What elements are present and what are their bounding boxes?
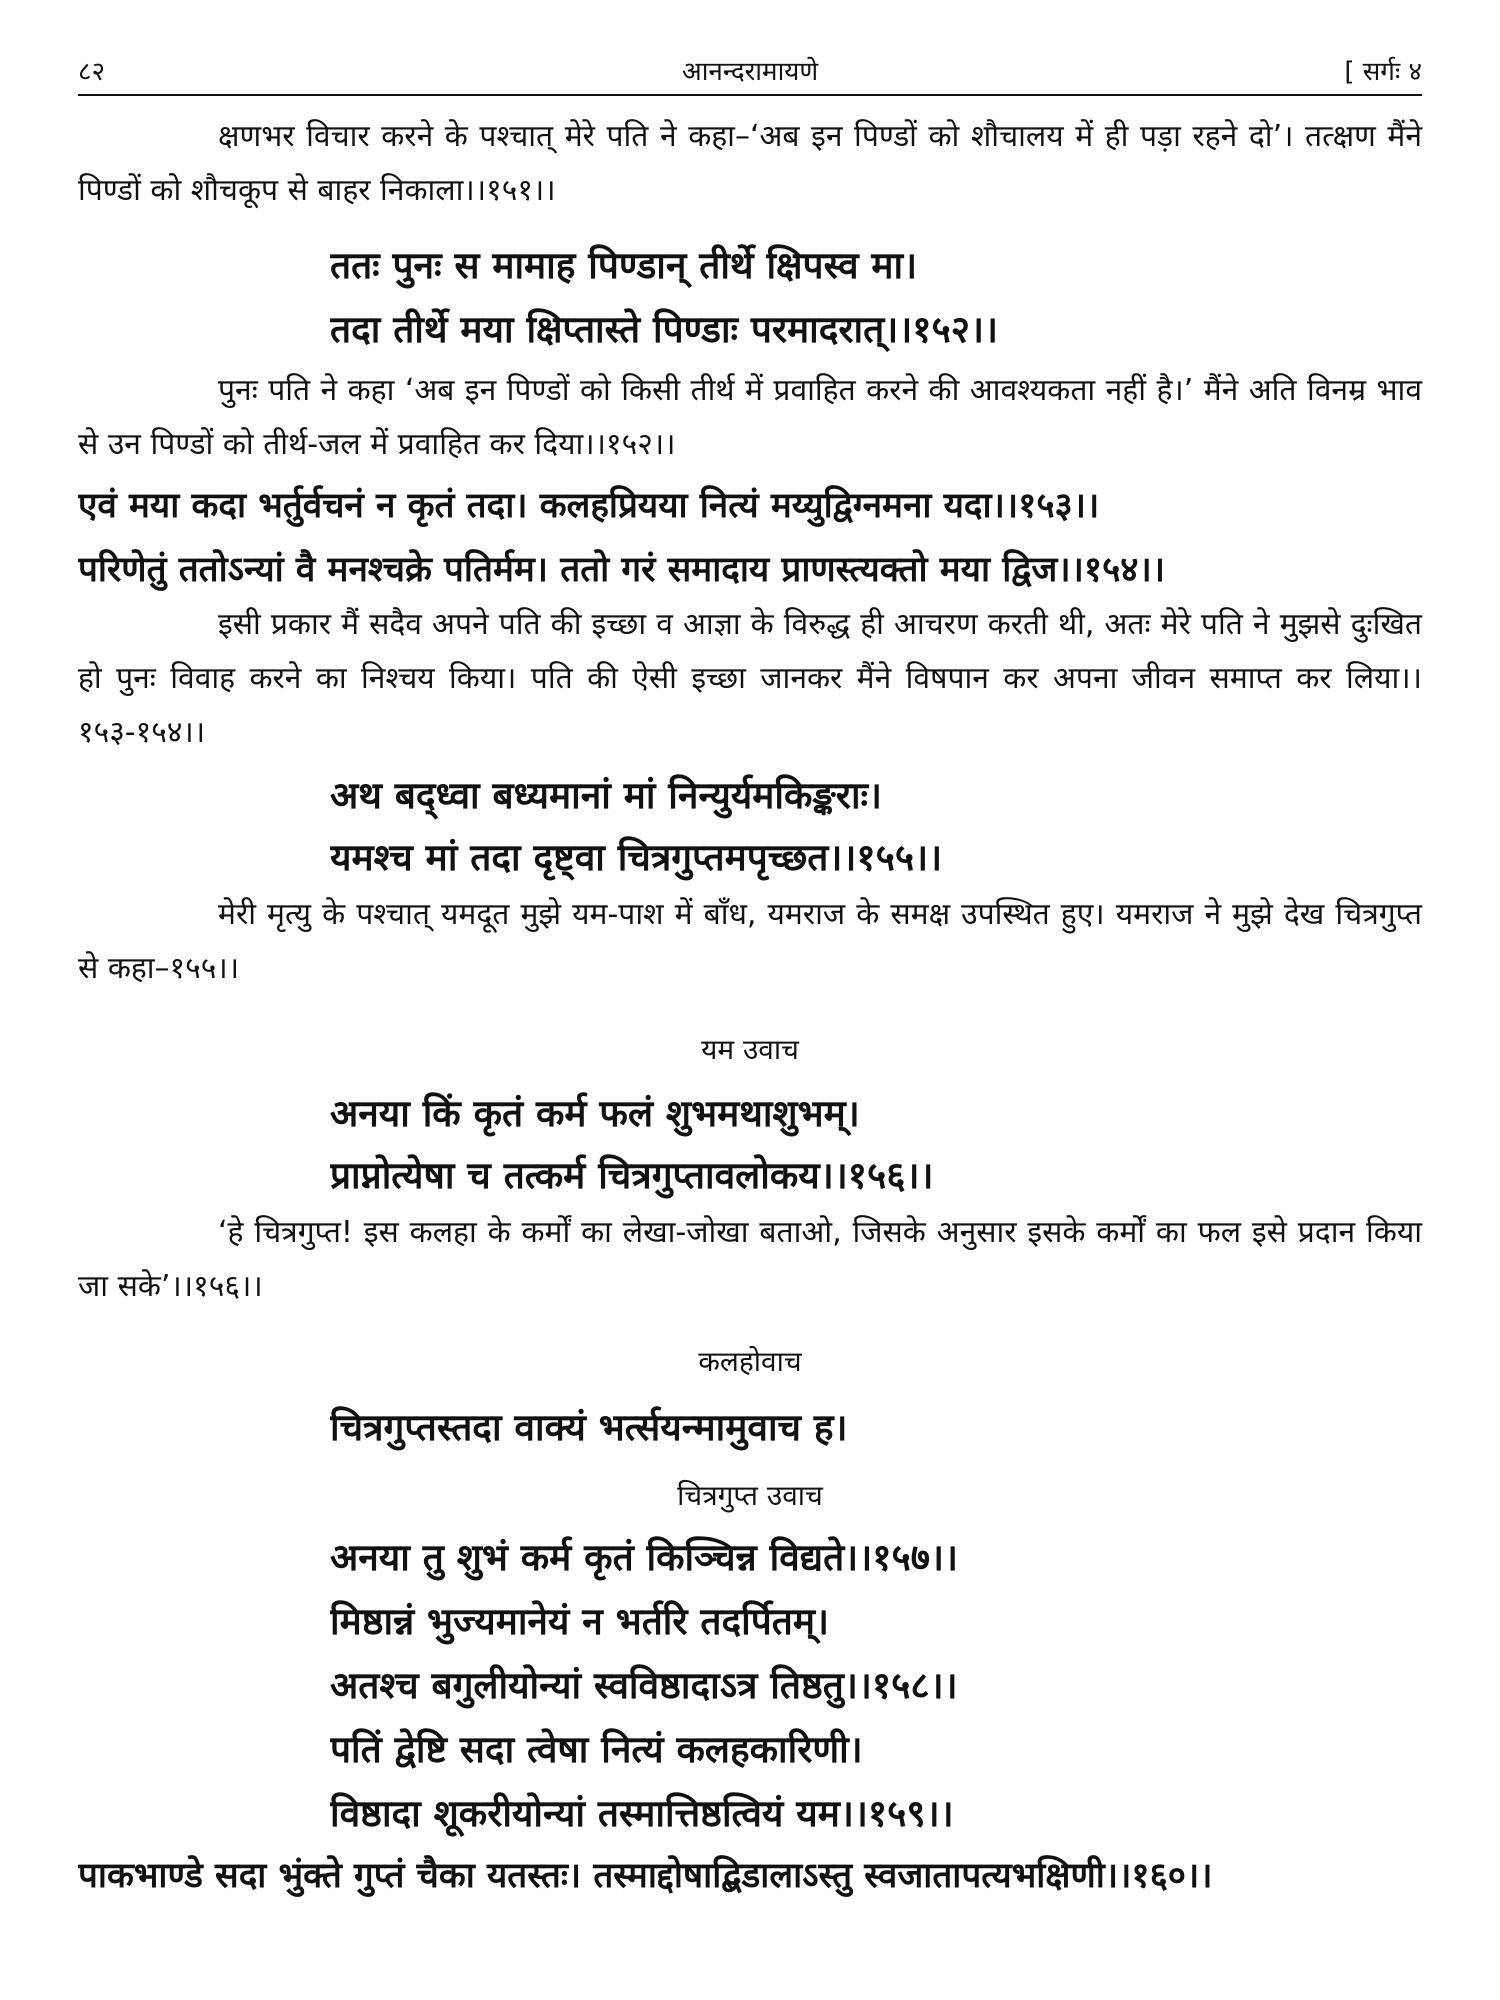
- verse-157a: चित्रगुप्तस्तदा वाक्यं भर्त्सयन्मामुवाच ह।: [330, 1406, 848, 1449]
- speaker-chitragupta: चित्रगुप्त उवाच: [677, 1479, 823, 1512]
- section-label: [ सर्गः ४: [1344, 57, 1422, 87]
- verse-156a: अनया किं कृतं कर्म फलं शुभमथाशुभम्।: [330, 1092, 860, 1135]
- translation-155: मेरी मृत्यु के पश्चात् यमदूत मुझे यम-पाश में बाँध, यमराज के समक्ष उपस्थित हुए। यमराज ने मुझे देख चित्रगुप्त से कहा–१५५।।: [78, 897, 1422, 986]
- verse-158a: मिष्ठान्नं भुज्यमानेयं न भर्तरि तदर्पितम्।: [330, 1600, 829, 1643]
- translation-153-154: इसी प्रकार मैं सदैव अपने पति की इच्छा व आज्ञा के विरुद्ध ही आचरण करती थी, अतः मेरे पति ने मुझसे दुःखित हो पुनः विवाह करने का निश्चय किया। पति की ऐसी इच्छा जानकर मैंने विषपान कर अपना जीवन समाप्त कर लिया।।१५३-१५४।।: [78, 607, 1422, 750]
- verse-159a: पतिं द्वेष्टि सदा त्वेषा नित्यं कलहकारिणी।: [330, 1728, 863, 1771]
- verse-156b: प्राप्नोत्येषा च तत्कर्म चित्रगुप्तावलोकय।।१५६।।: [330, 1154, 934, 1197]
- verse-158b: अतश्च बगुलीयोन्यां स्वविष्ठादाऽत्र तिष्ठतु।।१५८।।: [330, 1664, 958, 1707]
- verse-155a: अथ बद्ध्वा बध्यमानां मां निन्युर्यमकिङ्कराः।: [330, 774, 883, 817]
- verse-152b: तदा तीर्थे मया क्षिप्तास्ते पिण्डाः परमादरात्।।१५२।।: [330, 308, 999, 351]
- verse-159b: विष्ठादा शूकरीयोन्यां तस्मात्तिष्ठत्वियं यम।।१५९।।: [330, 1792, 954, 1835]
- translation-152: पुनः पति ने कहा ‘अब इन पिण्डों को किसी तीर्थ में प्रवाहित करने की आवश्यकता नहीं है।’ मैंने अति विनम्र भाव से उन पिण्डों को तीर्थ-जल में प्रवाहित कर दिया।।१५२।।: [78, 373, 1422, 462]
- verse-155b: यमश्च मां तदा दृष्ट्वा चित्रगुप्तमपृच्छत।।१५५।।: [330, 836, 943, 879]
- book-title: आनन्दरामायणे: [681, 57, 819, 87]
- header-rule: [78, 94, 1422, 96]
- verse-160: पाकभाण्डे सदा भुंक्ते गुप्तं चैका यतस्तः। तस्माद्दोषाद्बिडालाऽस्तु स्वजातापत्यभक्षिणी।।१६०।।: [78, 1856, 1213, 1896]
- verse-154: परिणेतुं ततोऽन्यां वै मनश्चक्रे पतिर्मम। ततो गरं समादाय प्राणस्त्यक्तो मया द्विज।।१५४।।: [78, 550, 1166, 590]
- page-number: ८२: [78, 57, 106, 87]
- running-header: [78, 52, 1422, 100]
- speaker-yama: यम उवाच: [701, 1033, 799, 1066]
- translation-151: क्षणभर विचार करने के पश्चात् मेरे पति ने कहा–‘अब इन पिण्डों को शौचालय में ही पड़ा रहने दो’। तत्क्षण मैंने पिण्डों को शौचकूप से बाहर निकाला।।१५१।।: [78, 119, 1422, 208]
- speaker-kalaha: कलहोवाच: [698, 1345, 802, 1378]
- verse-157b: अनया तु शुभं कर्म कृतं किञ्चिन्न विद्यते।।१५७।।: [330, 1536, 958, 1579]
- verse-153: एवं मया कदा भर्तुर्वचनं न कृतं तदा। कलहप्रियया नित्यं मय्युद्विग्नमना यदा।।१५३।।: [78, 486, 1100, 526]
- verse-152a: ततः पुनः स मामाह पिण्डान् तीर्थे क्षिपस्व मा।: [330, 244, 918, 287]
- translation-156: ‘हे चित्रगुप्त! इस कलहा के कर्मों का लेखा-जोखा बताओ, जिसके अनुसार इसके कर्मों का फल इसे प्रदान किया जा सके’।।१५६।।: [78, 1215, 1422, 1304]
